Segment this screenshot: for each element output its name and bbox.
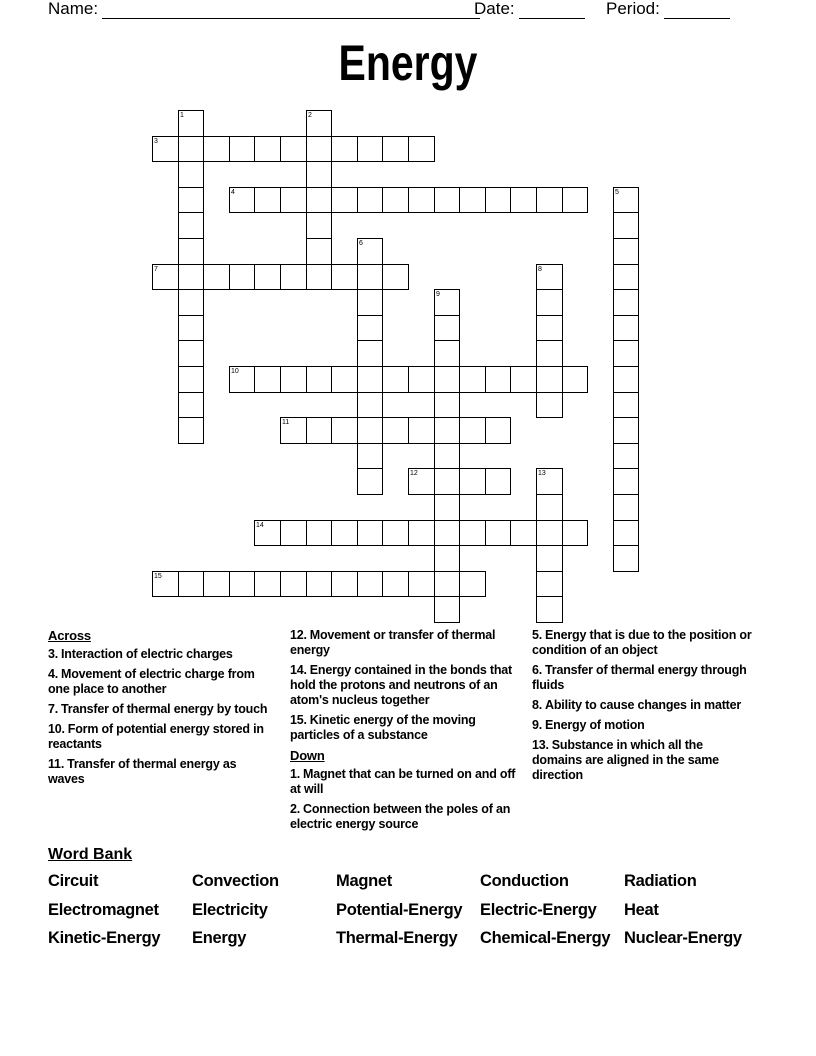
crossword-cell[interactable]: [459, 366, 486, 393]
clue-item-text: Magnet that can be turned on and off at will: [290, 767, 516, 796]
crossword-cell[interactable]: [536, 340, 563, 367]
crossword-cell[interactable]: [178, 340, 204, 367]
clue-number: 13: [538, 470, 546, 477]
crossword-cell[interactable]: [613, 494, 639, 521]
clue-item-number: 8.: [532, 698, 543, 712]
crossword-cell[interactable]: [178, 187, 204, 213]
word-bank-word: Nuclear-Energy: [624, 929, 742, 947]
crossword-cell[interactable]: [485, 520, 511, 546]
crossword-cell[interactable]: [306, 187, 332, 213]
crossword-cell[interactable]: [178, 289, 204, 316]
crossword-cell[interactable]: [536, 289, 563, 316]
crossword-cell[interactable]: [562, 187, 588, 213]
crossword-cell[interactable]: [229, 571, 255, 597]
crossword-cell[interactable]: [434, 494, 460, 521]
clues-column-1: [48, 628, 270, 792]
crossword-cell[interactable]: [280, 187, 307, 213]
clue-item-number: 6.: [532, 663, 543, 677]
crossword-cell[interactable]: [382, 136, 409, 162]
clue-item: [532, 628, 754, 658]
crossword-cell[interactable]: [254, 264, 281, 290]
crossword-cell[interactable]: [536, 571, 563, 597]
crossword-cell[interactable]: [229, 136, 255, 162]
word-bank-word: Thermal-Energy: [336, 929, 458, 947]
crossword-cell[interactable]: [357, 417, 383, 444]
clue-item-number: 12.: [290, 628, 307, 642]
clue-number: 7: [154, 266, 158, 273]
word-bank-word: Electric-Energy: [480, 901, 597, 919]
crossword-cell[interactable]: [434, 520, 460, 546]
clue-item-text: Movement of electric charge from one place to another: [48, 667, 255, 696]
clue-item-number: 7.: [48, 702, 59, 716]
word-bank-word: Magnet: [336, 872, 392, 890]
crossword-cell[interactable]: [485, 366, 511, 393]
crossword-cell[interactable]: [203, 571, 230, 597]
crossword-cell[interactable]: [536, 468, 563, 495]
word-bank-word: Radiation: [624, 872, 697, 890]
clue-item-number: 14.: [290, 663, 307, 677]
crossword-cell[interactable]: [178, 571, 204, 597]
crossword-cell[interactable]: [178, 392, 204, 418]
clues-column-3: [532, 628, 754, 788]
crossword-cell[interactable]: [382, 366, 409, 393]
clue-item-number: 11.: [48, 757, 65, 771]
crossword-cell[interactable]: [382, 571, 409, 597]
clue-item: [290, 767, 520, 797]
word-bank-word: Electromagnet: [48, 901, 159, 919]
crossword-cell[interactable]: [536, 366, 563, 393]
word-bank-word: Chemical-Energy: [480, 929, 611, 947]
crossword-cell[interactable]: [357, 443, 383, 469]
crossword-cell[interactable]: [613, 238, 639, 265]
clue-item: [532, 738, 754, 783]
word-bank-word: Heat: [624, 901, 659, 919]
clue-number: 5: [615, 189, 619, 196]
crossword-cell[interactable]: [357, 315, 383, 341]
crossword-cell[interactable]: [382, 417, 409, 444]
crossword-cell[interactable]: [613, 264, 639, 290]
across-heading: Across: [48, 628, 91, 643]
crossword-cell[interactable]: [178, 212, 204, 239]
crossword-cell[interactable]: [434, 366, 460, 393]
clue-number: 9: [436, 291, 440, 298]
crossword-cell[interactable]: [306, 520, 332, 546]
crossword-cell[interactable]: [613, 366, 639, 393]
crossword-cell[interactable]: [536, 520, 563, 546]
clues-column-2: [290, 628, 520, 837]
clue-item: [532, 663, 754, 693]
crossword-cell[interactable]: [306, 571, 332, 597]
word-bank-title: Word Bank: [48, 846, 133, 863]
clue-number: 8: [538, 266, 542, 273]
word-bank-word: Conduction: [480, 872, 569, 890]
crossword-cell[interactable]: [178, 110, 204, 137]
crossword-cell[interactable]: [613, 468, 639, 495]
crossword-cell[interactable]: [357, 289, 383, 316]
clue-number: 10: [231, 368, 239, 375]
crossword-cell[interactable]: [613, 443, 639, 469]
crossword-cell[interactable]: [357, 468, 383, 495]
crossword-cell[interactable]: [536, 494, 563, 521]
clue-item-number: 9.: [532, 718, 543, 732]
crossword-cell[interactable]: [331, 520, 358, 546]
crossword-cell[interactable]: [382, 264, 409, 290]
crossword-cell[interactable]: [613, 340, 639, 367]
clue-number: 11: [282, 419, 290, 426]
word-bank-word: Potential-Energy: [336, 901, 463, 919]
crossword-cell[interactable]: [562, 366, 588, 393]
crossword-cell[interactable]: [229, 187, 255, 213]
crossword-cell[interactable]: [306, 212, 332, 239]
clue-item-number: 10.: [48, 722, 65, 736]
crossword-cell[interactable]: [178, 136, 204, 162]
clue-item: [532, 698, 754, 713]
crossword-cell[interactable]: [229, 366, 255, 393]
crossword-cell[interactable]: [331, 366, 358, 393]
crossword-cell[interactable]: [613, 417, 639, 444]
crossword-cell[interactable]: [178, 161, 204, 188]
crossword-cell[interactable]: [152, 136, 179, 162]
page-title: Energy: [338, 35, 478, 91]
crossword-cell[interactable]: [382, 187, 409, 213]
crossword-cell[interactable]: [280, 520, 307, 546]
clue-item-number: 3.: [48, 647, 59, 661]
crossword-cell[interactable]: [331, 264, 358, 290]
crossword-cell[interactable]: [613, 315, 639, 341]
clue-item-number: 13.: [532, 738, 549, 752]
clue-item-text: Ability to cause changes in matter: [545, 698, 742, 712]
crossword-cell[interactable]: [613, 212, 639, 239]
crossword-cell[interactable]: [357, 392, 383, 418]
clue-item: [290, 628, 520, 658]
word-bank-word: Kinetic-Energy: [48, 929, 161, 947]
crossword-cell[interactable]: [229, 264, 255, 290]
clue-item-text: Energy of motion: [545, 718, 645, 732]
clue-number: 3: [154, 138, 158, 145]
name-label: Name:: [48, 0, 99, 18]
crossword-cell[interactable]: [357, 238, 383, 265]
crossword-cell[interactable]: [459, 520, 486, 546]
clue-item-text: Connection between the poles of an electric energy source: [290, 802, 511, 831]
crossword-cell[interactable]: [331, 417, 358, 444]
crossword-cell[interactable]: [510, 520, 537, 546]
crossword-cell[interactable]: [434, 289, 460, 316]
word-bank-word: Circuit: [48, 872, 99, 890]
crossword-cell[interactable]: [331, 136, 358, 162]
crossword-cell[interactable]: [357, 520, 383, 546]
crossword-cell[interactable]: [434, 571, 460, 597]
crossword-cell[interactable]: [357, 366, 383, 393]
crossword-cell[interactable]: [280, 417, 307, 444]
clue-item: [532, 718, 754, 733]
crossword-cell[interactable]: [254, 187, 281, 213]
clue-item: [290, 713, 520, 743]
crossword-cell[interactable]: [562, 520, 588, 546]
crossword-cell[interactable]: [408, 417, 435, 444]
crossword-cell[interactable]: [459, 417, 486, 444]
crossword-cell[interactable]: [306, 110, 332, 137]
clue-item-text: Energy contained in the bonds that hold the protons and neutrons of an atom's nucleus together: [290, 663, 513, 707]
clue-item-number: 2.: [290, 802, 301, 816]
crossword-cell[interactable]: [434, 468, 460, 495]
clue-item: [48, 667, 270, 697]
crossword-cell[interactable]: [510, 187, 537, 213]
crossword-cell[interactable]: [434, 596, 460, 623]
crossword-cell[interactable]: [254, 520, 281, 546]
crossword-cell[interactable]: [434, 417, 460, 444]
clue-item-number: 5.: [532, 628, 543, 642]
crossword-cell[interactable]: [254, 571, 281, 597]
crossword-cell[interactable]: [434, 443, 460, 469]
crossword-cell[interactable]: [536, 596, 563, 623]
crossword-cell[interactable]: [510, 366, 537, 393]
crossword-cell[interactable]: [408, 136, 435, 162]
clue-number: 14: [256, 522, 264, 529]
clue-number: 4: [231, 189, 235, 196]
crossword-cell[interactable]: [613, 289, 639, 316]
crossword-cell[interactable]: [613, 520, 639, 546]
crossword-cell[interactable]: [178, 264, 204, 290]
crossword-cell[interactable]: [280, 571, 307, 597]
crossword-cell[interactable]: [459, 571, 486, 597]
crossword-cell[interactable]: [280, 264, 307, 290]
crossword-cell[interactable]: [613, 187, 639, 213]
clue-item-number: 1.: [290, 767, 301, 781]
crossword-cell[interactable]: [306, 417, 332, 444]
crossword-cell[interactable]: [357, 136, 383, 162]
crossword-cell[interactable]: [306, 264, 332, 290]
clue-number: 1: [180, 112, 184, 119]
crossword-cell[interactable]: [306, 161, 332, 188]
crossword-cell[interactable]: [536, 545, 563, 572]
clue-item-text: Substance in which all the domains are aligned in the same direction: [532, 738, 719, 782]
crossword-cell[interactable]: [485, 468, 511, 495]
crossword-cell[interactable]: [203, 264, 230, 290]
crossword-cell[interactable]: [485, 187, 511, 213]
crossword-cell[interactable]: [382, 520, 409, 546]
clue-item-number: 15.: [290, 713, 307, 727]
clue-item-text: Kinetic energy of the moving particles of a substance: [290, 713, 476, 742]
crossword-cell[interactable]: [331, 571, 358, 597]
clue-item-number: 4.: [48, 667, 59, 681]
crossword-cell[interactable]: [434, 315, 460, 341]
clue-item: [290, 663, 520, 708]
crossword-cell[interactable]: [434, 392, 460, 418]
clue-item: [290, 802, 520, 832]
clue-number: 12: [410, 470, 418, 477]
clue-item: [48, 647, 270, 662]
crossword-cell[interactable]: [357, 187, 383, 213]
word-bank-word: Convection: [192, 872, 279, 890]
clue-number: 2: [308, 112, 312, 119]
crossword-cell[interactable]: [459, 187, 486, 213]
clue-item-text: Transfer of thermal energy by touch: [61, 702, 268, 716]
crossword-cell[interactable]: [485, 417, 511, 444]
clue-item: [48, 702, 270, 717]
crossword-cell[interactable]: [408, 366, 435, 393]
crossword-cell[interactable]: [178, 238, 204, 265]
crossword-cell[interactable]: [536, 187, 563, 213]
crossword-cell[interactable]: [357, 340, 383, 367]
crossword-cell[interactable]: [280, 366, 307, 393]
crossword-cell[interactable]: [408, 520, 435, 546]
clue-number: 6: [359, 240, 363, 247]
crossword-cell[interactable]: [357, 264, 383, 290]
down-heading: Down: [290, 748, 325, 763]
crossword-cell[interactable]: [408, 468, 435, 495]
clue-item-text: Transfer of thermal energy through fluids: [532, 663, 747, 692]
crossword-cell[interactable]: [613, 545, 639, 572]
crossword-cell[interactable]: [331, 187, 358, 213]
crossword-cell[interactable]: [178, 417, 204, 444]
clue-item-text: Transfer of thermal energy as waves: [48, 757, 237, 786]
crossword-cell[interactable]: [434, 340, 460, 367]
clue-item-text: Movement or transfer of thermal energy: [290, 628, 496, 657]
crossword-cell[interactable]: [408, 187, 435, 213]
word-bank-word: Energy: [192, 929, 247, 947]
clue-item-text: Energy that is due to the position or condition of an object: [532, 628, 752, 657]
clue-number: 15: [154, 573, 162, 580]
crossword-cell[interactable]: [536, 392, 563, 418]
clue-item-text: Interaction of electric charges: [61, 647, 233, 661]
crossword-cell[interactable]: [306, 366, 332, 393]
crossword-cell[interactable]: [536, 315, 563, 341]
crossword-cell[interactable]: [459, 468, 486, 495]
period-label: Period:: [606, 0, 660, 18]
crossword-cell[interactable]: [306, 238, 332, 265]
word-bank-word: Electricity: [192, 901, 268, 919]
crossword-cell[interactable]: [306, 136, 332, 162]
crossword-cell[interactable]: [152, 571, 179, 597]
crossword-cell[interactable]: [254, 136, 281, 162]
crossword-cell[interactable]: [178, 366, 204, 393]
crossword-cell[interactable]: [357, 571, 383, 597]
date-label: Date:: [474, 0, 515, 18]
crossword-cell[interactable]: [178, 315, 204, 341]
crossword-cell[interactable]: [434, 545, 460, 572]
clue-item: [48, 757, 270, 787]
crossword-cell[interactable]: [613, 392, 639, 418]
clue-item-text: Form of potential energy stored in reactants: [48, 722, 264, 751]
crossword-cell[interactable]: [203, 136, 230, 162]
clue-item: [48, 722, 270, 752]
crossword-cell[interactable]: [152, 264, 179, 290]
crossword-cell[interactable]: [408, 571, 435, 597]
crossword-cell[interactable]: [254, 366, 281, 393]
crossword-cell[interactable]: [280, 136, 307, 162]
crossword-cell[interactable]: [434, 187, 460, 213]
crossword-cell[interactable]: [536, 264, 563, 290]
